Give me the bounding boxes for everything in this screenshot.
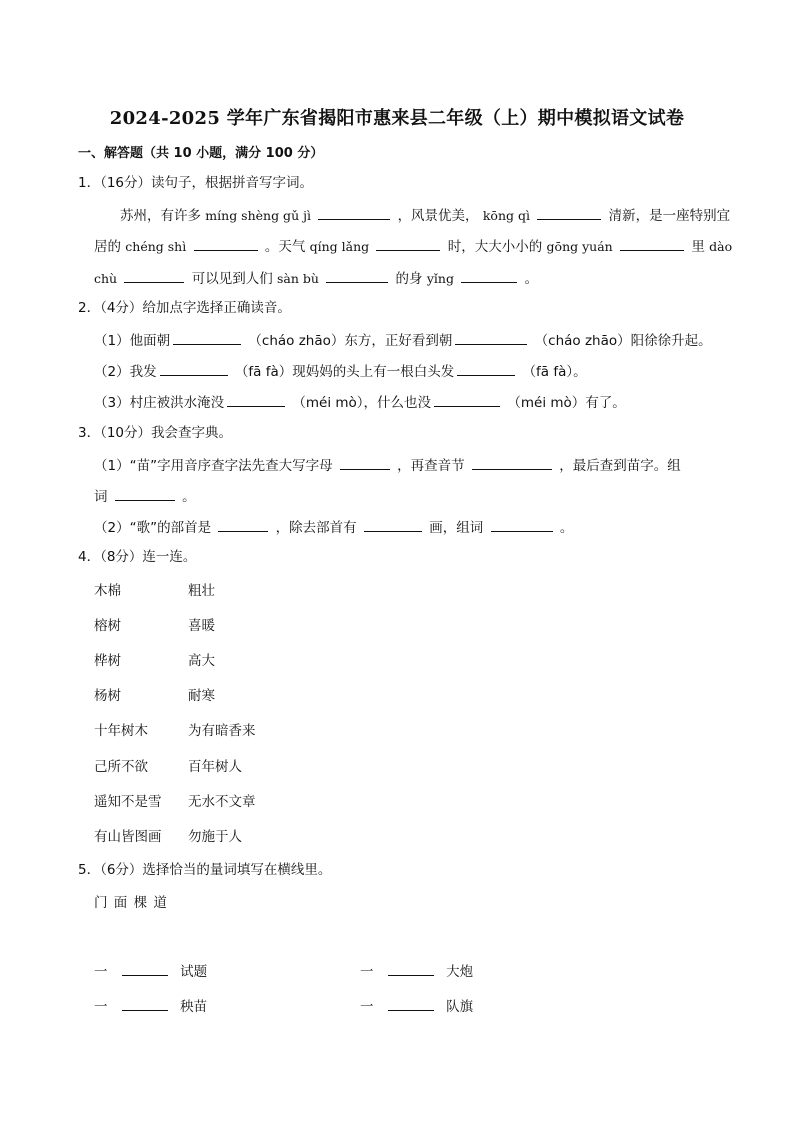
- q5-noun: 秧苗: [180, 999, 208, 1015]
- q3-text: 词: [94, 489, 108, 505]
- q2-text: （cháo zhāo）阳徐徐升起。: [534, 333, 712, 349]
- match-right-item[interactable]: 高大: [188, 653, 215, 669]
- q3-text: ，最后查到苗字。组: [559, 458, 681, 474]
- q1-pinyin: qíng lǎng: [309, 239, 370, 254]
- q1-text: 。天气: [264, 239, 306, 255]
- q1-text: 清新，是一座特别宜: [608, 208, 731, 224]
- answer-blank[interactable]: [218, 520, 268, 532]
- match-right-item[interactable]: 耐寒: [188, 688, 215, 704]
- q5-word-bank: 门 面 棵 道: [94, 895, 167, 911]
- q1-text: 时，大大小小的: [447, 239, 543, 255]
- q1-pinyin: míng shèng gǔ jì: [205, 208, 311, 223]
- match-right-item[interactable]: 喜暖: [188, 618, 215, 634]
- answer-blank[interactable]: [364, 520, 422, 532]
- match-left-item[interactable]: 木棉: [94, 583, 121, 599]
- q3-text: 画，组词: [429, 520, 484, 536]
- q1-line-2: [94, 239, 732, 255]
- q1-pinyin: kōng qì: [482, 208, 530, 223]
- match-right-item[interactable]: 粗壮: [188, 583, 215, 599]
- answer-blank[interactable]: [318, 208, 390, 220]
- q5-prefix: 一: [360, 964, 374, 980]
- q3-item-2: [94, 520, 573, 536]
- match-left-item[interactable]: 遥知不是雪: [94, 794, 162, 810]
- match-left-item[interactable]: 有山皆图画: [94, 829, 162, 845]
- q5-noun: 大炮: [446, 964, 474, 980]
- q2-item-3: [94, 395, 626, 411]
- q3-text: ，除去部首有: [275, 520, 357, 536]
- q2-text: （fā fà）。: [522, 364, 587, 380]
- answer-blank[interactable]: [388, 999, 434, 1011]
- q2-text: （méi mò）有了。: [507, 395, 626, 411]
- answer-blank[interactable]: [194, 239, 258, 251]
- q1-text: 的身: [395, 271, 423, 287]
- q1-pinyin: sàn bù: [277, 271, 319, 286]
- q1-pinyin: chù: [94, 271, 118, 286]
- q5-noun: 队旗: [446, 999, 474, 1015]
- q4-heading: 4．（8分）连一连。: [78, 549, 197, 565]
- answer-blank[interactable]: [461, 271, 517, 283]
- match-right-item[interactable]: 勿施于人: [188, 829, 242, 845]
- q5-item: [94, 999, 207, 1015]
- q5-item: [360, 964, 473, 980]
- section-heading: 一、解答题（共 10 小题，满分 100 分）: [78, 146, 324, 161]
- q1-text: 居的: [94, 239, 121, 255]
- q2-text: （fā fà）现妈妈的头上有一根白头发: [234, 364, 455, 380]
- q3-text: 。: [182, 489, 196, 505]
- answer-blank[interactable]: [124, 271, 184, 283]
- q5-noun: 试题: [180, 964, 208, 980]
- answer-blank[interactable]: [434, 395, 500, 407]
- q1-text: 可以见到人们: [191, 271, 273, 287]
- q1-text: 苏州，有许多: [120, 208, 201, 224]
- q1-pinyin: dào: [709, 239, 733, 254]
- answer-blank[interactable]: [326, 271, 388, 283]
- q1-pinyin: yǐng: [426, 271, 454, 286]
- answer-blank[interactable]: [115, 489, 175, 501]
- q5-item: [94, 964, 207, 980]
- answer-blank[interactable]: [122, 999, 168, 1011]
- answer-blank[interactable]: [160, 364, 228, 376]
- answer-blank[interactable]: [340, 458, 390, 470]
- page-title: 2024-2025 学年广东省揭阳市惠来县二年级（上）期中模拟语文试卷: [109, 108, 685, 129]
- q3-text: ，再查音节: [397, 458, 465, 474]
- q1-text: 。: [524, 271, 539, 287]
- q2-heading: 2．（4分）给加点字选择正确读音。: [78, 300, 291, 316]
- q1-pinyin: gōng yuán: [546, 239, 613, 254]
- q2-item-1: [94, 333, 712, 349]
- answer-blank[interactable]: [173, 333, 241, 345]
- q5-prefix: 一: [94, 999, 108, 1015]
- answer-blank[interactable]: [537, 208, 601, 220]
- q2-text: （méi mò），什么也没: [292, 395, 432, 411]
- match-left-item[interactable]: 榕树: [94, 618, 121, 634]
- q1-text: ，风景优美，: [397, 208, 479, 224]
- q1-line-3: [94, 271, 538, 287]
- answer-blank[interactable]: [491, 520, 553, 532]
- answer-blank[interactable]: [472, 458, 552, 470]
- answer-blank[interactable]: [457, 364, 515, 376]
- q3-text: （2）“歌”的部首是: [94, 520, 212, 536]
- answer-blank[interactable]: [455, 333, 527, 345]
- q5-prefix: 一: [94, 964, 108, 980]
- answer-blank[interactable]: [122, 964, 168, 976]
- match-left-item[interactable]: 桦树: [94, 653, 121, 669]
- match-right-item[interactable]: 百年树人: [188, 759, 242, 775]
- q5-item: [360, 999, 473, 1015]
- q2-text: （cháo zhāo）东方，正好看到朝: [248, 333, 453, 349]
- match-right-item[interactable]: 无水不文章: [188, 794, 256, 810]
- q5-heading: 5．（6分）选择恰当的量词填写在横线里。: [78, 862, 332, 878]
- q3-item-1: [94, 458, 681, 474]
- q3-item-1-cont: [94, 489, 196, 505]
- q1-heading: 1．（16分）读句子，根据拼音写字词。: [78, 175, 314, 191]
- match-left-item[interactable]: 十年树木: [94, 723, 148, 739]
- q2-text: （2）我发: [94, 364, 157, 380]
- answer-blank[interactable]: [227, 395, 285, 407]
- answer-blank[interactable]: [620, 239, 684, 251]
- q3-text: 。: [559, 520, 574, 536]
- answer-blank[interactable]: [388, 964, 434, 976]
- q2-item-2: [94, 364, 587, 380]
- answer-blank[interactable]: [376, 239, 440, 251]
- q1-pinyin: chéng shì: [125, 239, 187, 254]
- match-right-item[interactable]: 为有暗香来: [188, 723, 256, 739]
- q2-text: （3）村庄被洪水淹没: [94, 395, 225, 411]
- match-left-item[interactable]: 杨树: [94, 688, 121, 704]
- q3-text: （1）“苗”字用音序查字法先查大写字母: [94, 458, 333, 474]
- q3-heading: 3．（10分）我会查字典。: [78, 425, 233, 441]
- match-left-item[interactable]: 己所不欲: [94, 759, 148, 775]
- q1-text: 里: [691, 239, 705, 255]
- q2-text: （1）他面朝: [94, 333, 171, 349]
- q1-line-1: [120, 208, 730, 224]
- q5-prefix: 一: [360, 999, 374, 1015]
